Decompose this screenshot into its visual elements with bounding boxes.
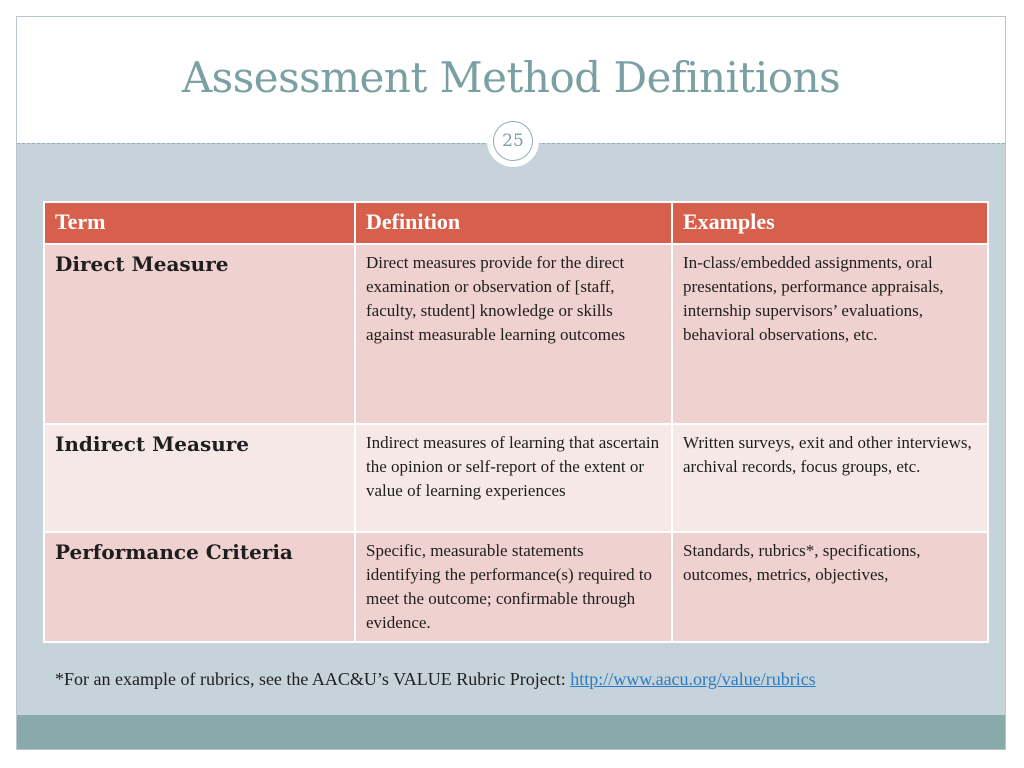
- header-definition: Definition: [355, 202, 672, 244]
- definitions-table: [43, 201, 989, 643]
- definition-cell: Specific, measurable statements identifying the performance(s) required to meet the outcome; confirmable through evidence.: [355, 532, 672, 642]
- definition-cell: Direct measures provide for the direct examination or observation of [staff, faculty, student] knowledge or skills against measurable learning outcomes: [355, 244, 672, 424]
- slide-title: Assessment Method Definitions: [181, 53, 841, 102]
- page-number-badge: [487, 115, 539, 167]
- definition-cell: Indirect measures of learning that ascertain the opinion or self-report of the extent or value of learning experiences: [355, 424, 672, 532]
- footnote-text: *For an example of rubrics, see the AAC&U’s VALUE Rubric Project:: [55, 669, 571, 689]
- term-cell: Indirect Measure: [44, 424, 355, 532]
- table-row: [44, 424, 988, 532]
- examples-cell: Written surveys, exit and other interviews, archival records, focus groups, etc.: [672, 424, 988, 532]
- page-number: 25: [493, 121, 533, 161]
- examples-cell: Standards, rubrics*, specifications, outcomes, metrics, objectives,: [672, 532, 988, 642]
- table-row: [44, 244, 988, 424]
- examples-cell: In-class/embedded assignments, oral presentations, performance appraisals, internship supervisors’ evaluations, behavioral observations, etc.: [672, 244, 988, 424]
- term-cell: Performance Criteria: [44, 532, 355, 642]
- term-cell: Direct Measure: [44, 244, 355, 424]
- table-header-row: [44, 202, 988, 244]
- footnote: [55, 669, 816, 690]
- footer-band: [17, 715, 1005, 749]
- table-row: [44, 532, 988, 642]
- slide: [16, 16, 1006, 750]
- header-term: Term: [44, 202, 355, 244]
- header-examples: Examples: [672, 202, 988, 244]
- rubrics-link[interactable]: http://www.aacu.org/value/rubrics: [570, 669, 816, 689]
